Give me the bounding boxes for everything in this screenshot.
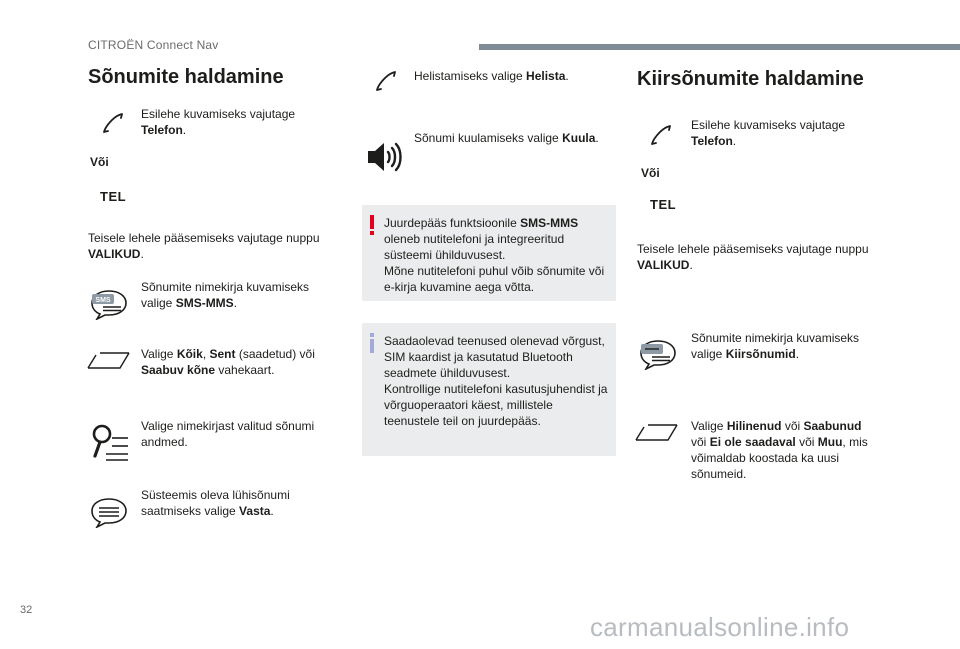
right-step-tab: Valige Hilinenud või Saabunud või Ei ole saadaval või Muu, mis võimaldab koostada ka uusi sõnumeid. bbox=[691, 419, 868, 481]
left-step-tab: Valige Kõik, Sent (saadetud) või Saabuv kõne vahekaart. bbox=[141, 347, 315, 377]
right-step-list: Sõnumite nimekirja kuvamiseks valige Kiirsõnumid. bbox=[691, 331, 860, 361]
left-step-phone: Esilehe kuvamiseks vajutage Telefon. bbox=[141, 107, 296, 137]
list-select-icon bbox=[90, 420, 130, 462]
warning-text: Juurdepääs funktsioonile SMS-MMS oleneb nutitelefoni ja integreeritud süsteemi ühilduvusest. Mõne nutitelefoni puhul võib sõnumite või e-kirja kuvamine aega võtta. bbox=[384, 216, 605, 294]
svg-text:SMS: SMS bbox=[95, 297, 111, 304]
phone-handset-icon bbox=[648, 122, 674, 148]
tab-outline-icon bbox=[634, 422, 680, 444]
sms-bubble-icon bbox=[638, 338, 678, 370]
left-step-send: Süsteemis oleva lühisõnumi saatmiseks valige Vasta. bbox=[141, 488, 290, 518]
left-step-select: Valige nimekirjast valitud sõnumi andmed. bbox=[141, 419, 315, 449]
page-number: 32 bbox=[20, 604, 33, 616]
left-or-label: Või bbox=[90, 155, 109, 169]
info-note bbox=[362, 323, 616, 456]
info-mark-icon bbox=[370, 333, 374, 353]
right-or-label: Või bbox=[641, 166, 660, 180]
middle-step-listen: Sõnumi kuulamiseks valige Kuula. bbox=[414, 131, 599, 145]
speaker-icon bbox=[366, 140, 402, 174]
sms-bubble-icon bbox=[89, 288, 129, 320]
header-brand: CITROËN Connect Nav bbox=[88, 38, 219, 52]
right-options-text: Teisele lehele pääsemiseks vajutage nuppu VALIKUD. bbox=[637, 242, 869, 272]
right-section-title: Kiirsõnumite haldamine bbox=[637, 68, 864, 90]
tab-outline-icon bbox=[86, 350, 132, 372]
warning-note bbox=[362, 205, 616, 301]
phone-handset-icon bbox=[100, 110, 126, 136]
left-section-title: Sõnumite haldamine bbox=[88, 66, 284, 88]
info-text: Saadaolevad teenused olenevad võrgust, SIM kaardist ja kasutatud Bluetooth seadmete ühilduvusest. Kontrollige nutitelefoni kasutusjuhendist ja võrguoperaatori käest, millistele teenustele teil on juurdepääs. bbox=[384, 334, 608, 428]
phone-handset-icon bbox=[373, 68, 399, 94]
left-step-list: Sõnumite nimekirja kuvamiseks valige SMS-MMS. bbox=[141, 280, 310, 310]
left-options-text: Teisele lehele pääsemiseks vajutage nuppu VALIKUD. bbox=[88, 231, 320, 261]
right-step-phone: Esilehe kuvamiseks vajutage Telefon. bbox=[691, 118, 846, 148]
middle-step-call: Helistamiseks valige Helista. bbox=[414, 69, 569, 83]
reply-bubble-icon bbox=[89, 496, 129, 528]
watermark: carmanualsonline.info bbox=[590, 612, 850, 642]
left-tel-button: TEL bbox=[100, 189, 127, 204]
header-bar bbox=[479, 44, 960, 50]
right-tel-button: TEL bbox=[650, 197, 677, 212]
